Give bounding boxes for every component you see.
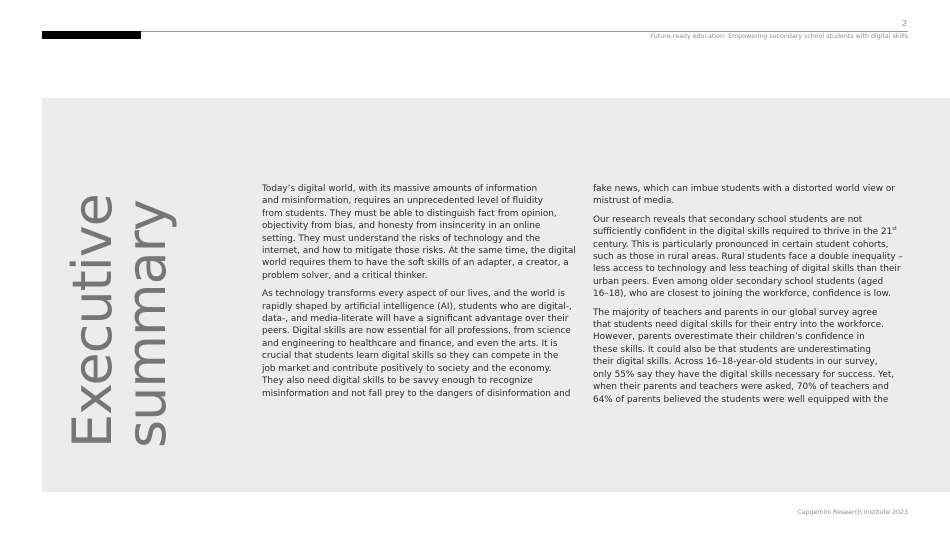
text-line: objectivity from bias, and honesty from insincerity in an online <box>262 221 541 232</box>
text-line: misinformation and not fall prey to the dangers of disinformation and <box>262 388 571 399</box>
text-line: rapidly shaped by artificial intelligence (AI), students who are digital-, <box>262 301 572 312</box>
text-line: fake news, which can imbue students with a distorted world view or <box>593 184 895 194</box>
text-line: 16–18), who are closest to joining the workforce, confidence is low. <box>593 289 891 300</box>
text-line: internet, and how to mitigate those risks. At the same time, the digital <box>262 246 576 257</box>
superscript: st <box>892 226 897 233</box>
text-line <box>593 226 911 238</box>
header-rule <box>42 31 908 32</box>
text-line: that students need digital skills for their entry into the workforce. <box>593 320 884 331</box>
paragraph <box>593 183 911 208</box>
text-line: setting. They must understand the risks of technology and the <box>262 233 541 244</box>
text-line: and engineering to healthcare and finance, and even the arts. It is <box>262 338 558 349</box>
text-line: these skills. It could also be that students are underestimating <box>593 344 871 355</box>
text-line: from students. They must be able to distinguish fact from opinion, <box>262 208 557 219</box>
text-line: The majority of teachers and parents in our global survey agree <box>593 307 878 318</box>
text-line: urban peers. Even among older secondary school students (aged <box>593 276 884 287</box>
text-line: such as those in rural areas. Rural students face a double inequality – <box>593 252 903 263</box>
text-line: They also need digital skills to be savvy enough to recognize <box>262 376 533 387</box>
text-line: peers. Digital skills are now essential for all professions, from science <box>262 326 571 337</box>
footer-credit: Capgemini Research Institute 2023 <box>797 509 908 516</box>
paragraph <box>262 288 580 400</box>
text-line: crucial that students learn digital skills so they can compete in the <box>262 351 559 362</box>
paragraph <box>262 183 580 282</box>
body-column-left <box>262 183 580 406</box>
text-line: Today’s digital world, with its massive amounts of information <box>262 184 538 194</box>
text-line: 64% of parents believed the students were well equipped with the <box>593 394 889 405</box>
text-line: data-, and media-literate will have a significant advantage over their <box>262 314 569 325</box>
paragraph <box>593 307 911 406</box>
text-line: and misinformation, requires an unprecedented level of fluidity <box>262 196 544 207</box>
text-line: century. This is particularly pronounced in certain student cohorts, <box>593 239 889 250</box>
text-line: problem solver, and a critical thinker. <box>262 270 428 281</box>
text-line: world requires them to have the soft skills of an adapter, a creator, a <box>262 258 569 269</box>
running-title: Future-ready education: Empowering secondary school students with digital skills <box>650 33 908 40</box>
section-title-line1: Executive <box>61 194 124 448</box>
text-line: their digital skills. Across 16–18-year-old students in our survey, <box>593 357 878 368</box>
paragraph <box>593 214 911 301</box>
section-title <box>61 194 178 448</box>
text-line: Our research reveals that secondary school students are not <box>593 214 863 225</box>
text-fragment: sufficiently confident in the digital skills required to thrive in the 21 <box>593 227 893 238</box>
body-column-right <box>593 183 911 412</box>
text-line: when their parents and teachers were asked, 70% of teachers and <box>593 382 889 393</box>
text-line: job market and contribute positively to society and the economy. <box>262 363 552 374</box>
text-line: less access to technology and less teaching of digital skills than their <box>593 264 901 275</box>
page-number: 2 <box>901 19 907 28</box>
section-title-line2: summary <box>115 200 178 448</box>
accent-bar <box>42 31 141 39</box>
text-line: only 55% say they have the digital skills necessary for success. Yet, <box>593 369 895 380</box>
text-line: mistrust of media. <box>593 196 675 207</box>
text-line: As technology transforms every aspect of our lives, and the world is <box>262 289 565 300</box>
text-line: However, parents overestimate their children’s confidence in <box>593 332 865 343</box>
